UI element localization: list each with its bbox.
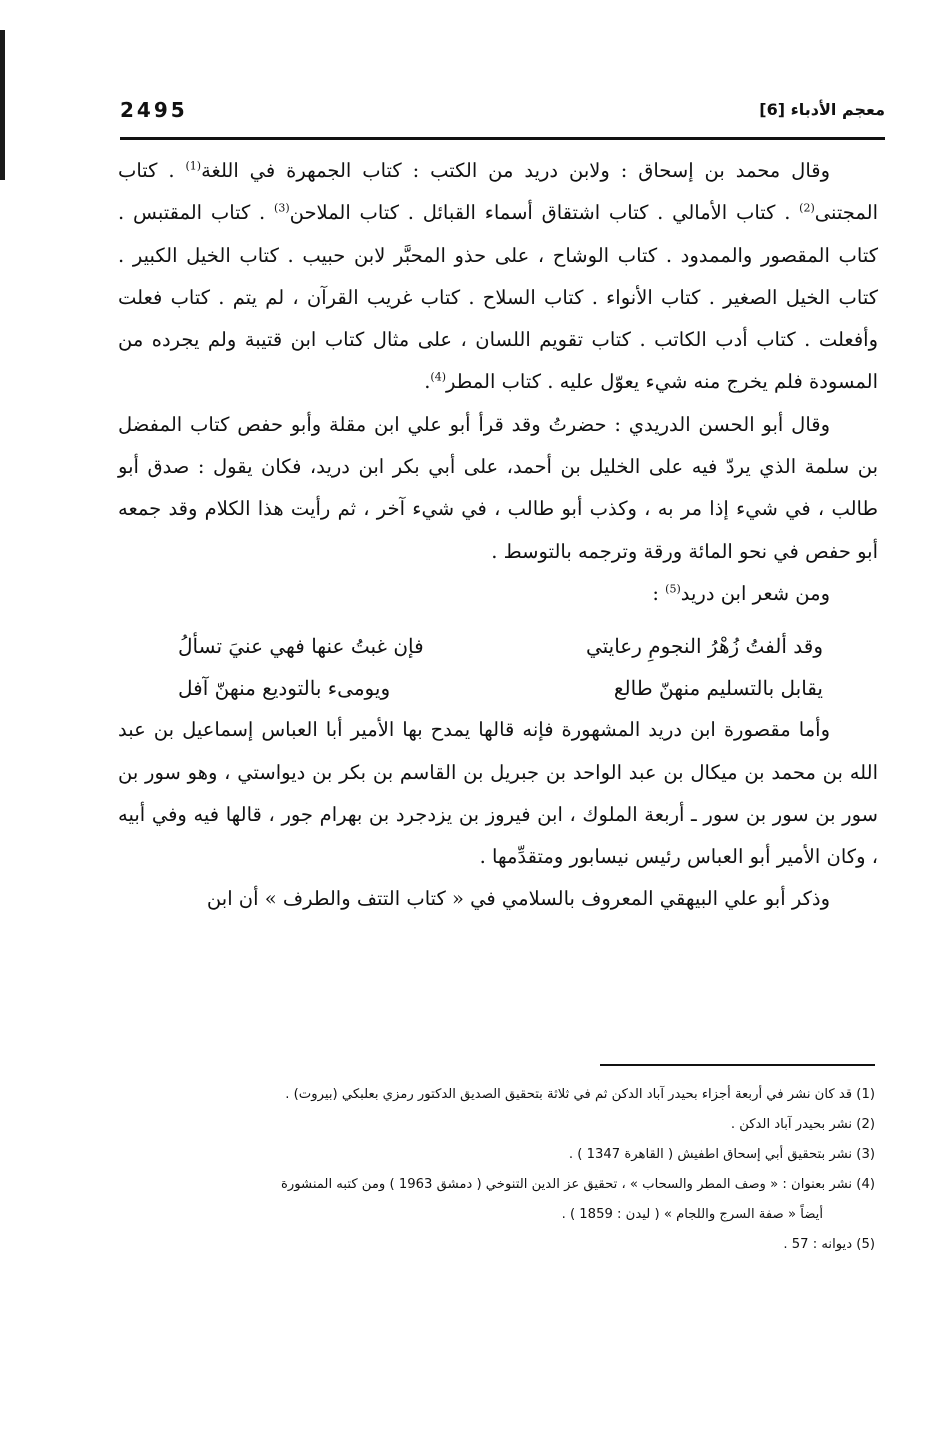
footnote-4-continuation: أيضاً « صفة السرج واللجام » ( ليدن : 1859 ) . (561, 1207, 823, 1222)
footnote-ref-3: (3) (274, 201, 290, 215)
hemistich-first: وقد ألفتُ زُهْرُ النجومِ رعايتي (585, 634, 823, 659)
paragraph-maqsura: وأما مقصورة ابن دريد المشهورة فإنه قالها يمدح بها الأمير أبا العباس إسماعيل بن عبد الله بن محمد بن ميكال بن عبد الواحد بن جبريل بن القاسم بن بكر بن ديواستي ، وهو سور بن سور بن سور بن سور ـ أربعة الملوك ، ابن فيروز بن يزدجرد بن بهرام جور ، قالها فيه وفي أبيه ، وكان الأمير أبو العباس رئيس نيسابور ومتقدِّمها . (118, 718, 878, 869)
footnote-text: نشر بعنوان : « وصف المطر والسحاب » ، تحقيق عز الدين التنوخي ( دمشق 1963 ) ومن كتبه المنشورة (280, 1177, 853, 1192)
footnote-number: (4) (856, 1177, 875, 1192)
footnotes (110, 1080, 875, 1260)
paragraph-text: . كتاب الأمالي . كتاب اشتقاق أسماء القبائل . كتاب الملاحن (289, 201, 800, 225)
page-number: 2495 (120, 98, 188, 122)
hemistich-second: فإن غبتُ عنها فهي عنيَ تسألُ (178, 634, 424, 659)
footnote-number: (5) (856, 1237, 875, 1252)
paragraph-works-list (118, 150, 878, 404)
paragraph-text: . كتاب المقتبس . كتاب المقصور والممدود . كتاب الوشاح ، على حذو المحبَّر لابن حبيب . كتاب الخيل الكبير . كتاب الخيل الصغير . كتاب الأنواء . كتاب السلاح . كتاب غريب القرآن ، لم يتم . كتاب فعلت وأفعلت . كتاب أدب الكاتب . كتاب تقويم اللسان ، على مثال كتاب ابن قتيبة ولم يجرده من المسودة فلم يخرج منه شيء يعوّل عليه . كتاب المطر (118, 201, 878, 394)
paragraph-text: ومن شعر ابن دريد (680, 581, 830, 605)
footnote-text: ديوانه : 57 . (783, 1237, 853, 1252)
hemistich-second: ويومىء بالتوديع منهنّ آفل (178, 676, 391, 701)
footnote-ref-4: (4) (430, 370, 446, 384)
footnote-text: قد كان نشر في أربعة أجزاء بحيدر آباد الدكن ثم في ثلاثة بتحقيق الصديق الدكتور رمزي بعلبكي (بيروت) . (285, 1087, 853, 1102)
footnote-rule (600, 1064, 875, 1066)
footnote-number: (2) (856, 1117, 875, 1132)
footnote-ref-2: (2) (799, 201, 815, 215)
footnote-1 (110, 1080, 875, 1110)
running-title: معجم الأدباء [6] (759, 100, 885, 119)
paragraph-text: : (652, 581, 666, 605)
paragraph-text: . (424, 370, 431, 394)
paragraph-text: وقال محمد بن إسحاق : ولابن دريد من الكتب : كتاب الجمهرة في اللغة (201, 159, 831, 182)
header-rule (120, 137, 885, 140)
footnote-3 (110, 1140, 875, 1170)
footnote-number: (3) (856, 1147, 875, 1162)
footnote-number: (1) (856, 1087, 875, 1102)
poem (118, 625, 878, 709)
page-header (120, 98, 885, 132)
footnote-text: نشر بتحقيق أبي إسحاق اطفيش ( القاهرة 1347 ) . (568, 1147, 853, 1162)
paragraph-bayhaqi: وذكر أبو علي البيهقي المعروف بالسلامي في « كتاب التتف والطرف » أن ابن (206, 887, 830, 911)
main-text (118, 150, 878, 921)
footnote-ref-5: (5) (665, 582, 681, 596)
scan-edge-shadow (0, 30, 5, 180)
footnote-5 (110, 1230, 875, 1260)
paragraph-poem-intro (118, 573, 878, 615)
hemistich-first: يقابل بالتسليم منهنّ طالع (613, 676, 823, 701)
paragraph-text: . كتاب المجتنى (118, 159, 878, 225)
paragraph-durайdi: وقال أبو الحسن الدريدي : حضرتُ وقد قرأ أبو علي ابن مقلة وأبو حفص كتاب المفضل بن سلمة الذي يردّ فيه على الخليل بن أحمد، على أبي بكر ابن دريد، فكان يقول : صدق أبو طالب ، في شيء إذا مر به ، وكذب أبو طالب ، في شيء آخر ، ثم رأيت هذا الكلام وقد جمعه أبو حفص في نحو المائة ورقة وترجمه بالتوسط . (118, 412, 878, 563)
footnote-ref-1: (1) (185, 159, 202, 173)
footnote-2 (110, 1110, 875, 1140)
poem-verse (118, 625, 878, 667)
poem-verse (118, 667, 878, 709)
footnote-text: نشر بحيدر آباد الدكن . (730, 1117, 853, 1132)
footnote-4 (110, 1170, 875, 1200)
